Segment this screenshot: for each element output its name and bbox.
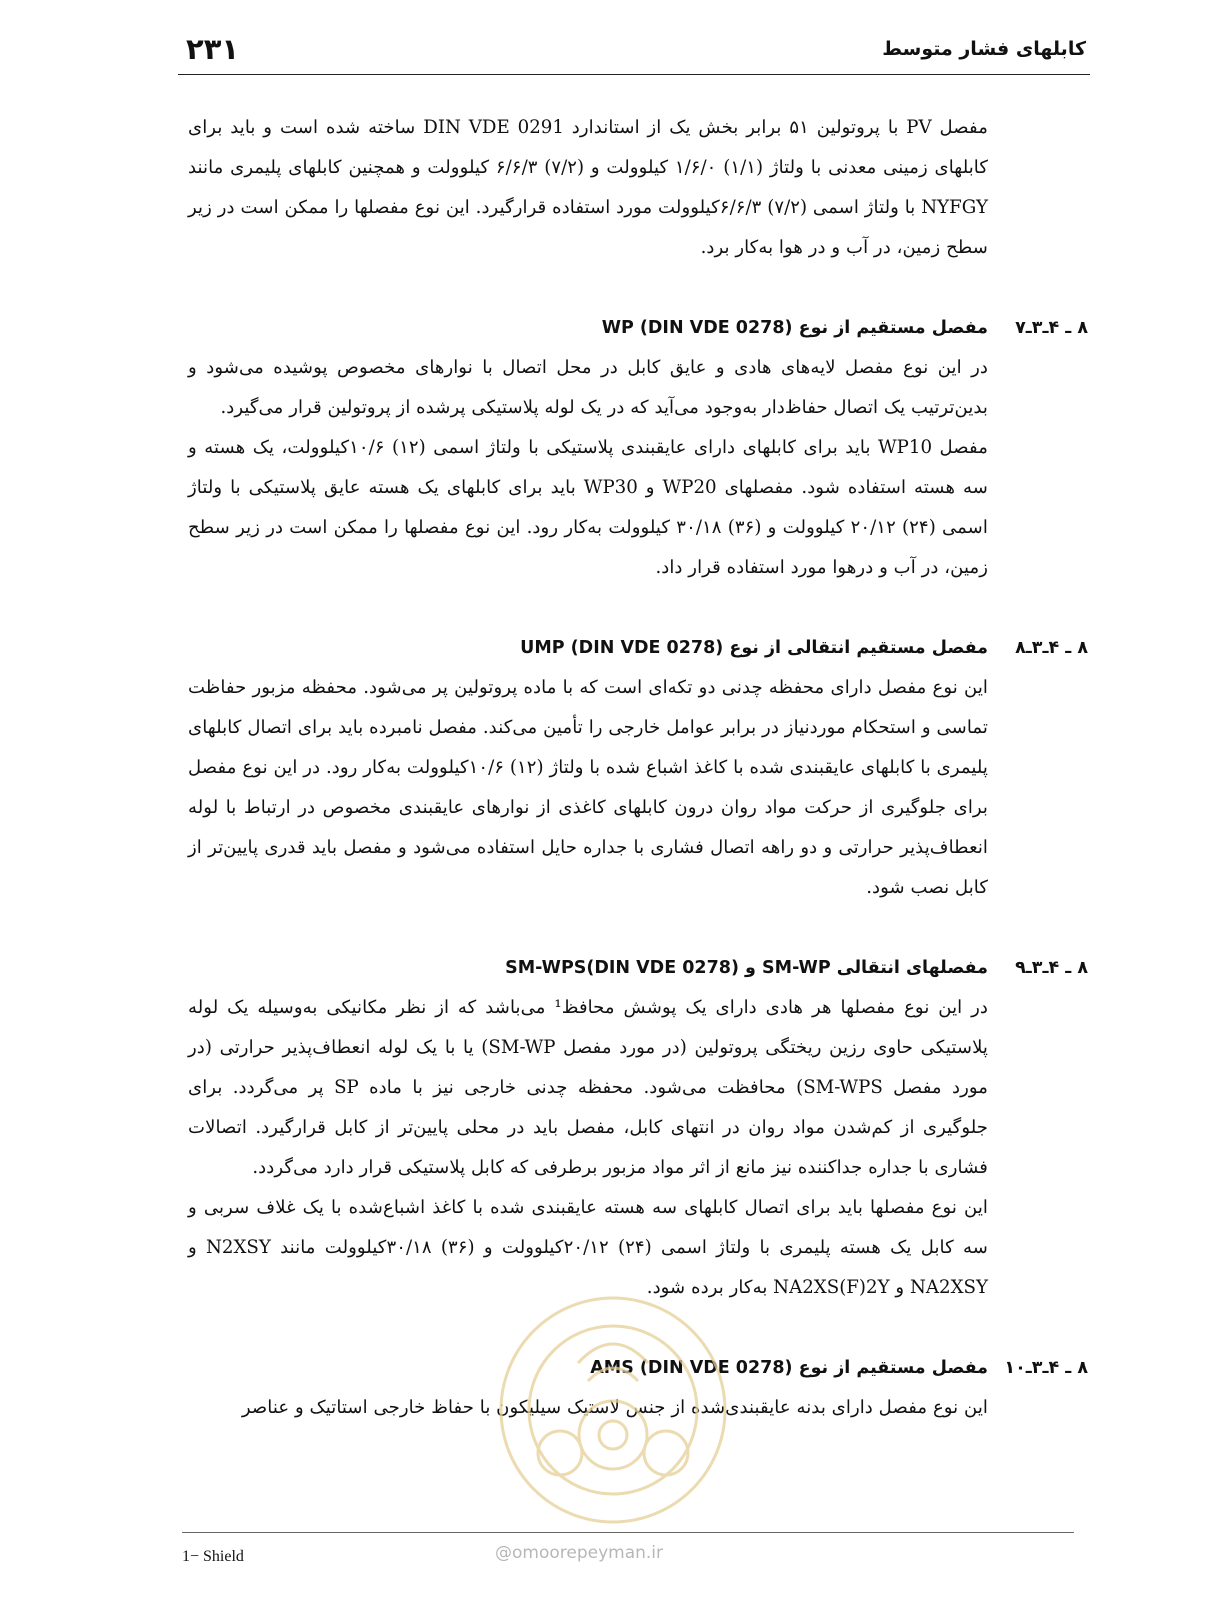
section-title: مفصلهای انتقالی SM-WP و SM-WPS(DIN VDE 0278) bbox=[505, 958, 988, 978]
paragraph-pv-joint: مفصل PV با پروتولین ۵۱ برابر بخش یک از استاندارد DIN VDE 0291 ساخته شده است و باید برای کابلهای زمینی معدنی با ولتاژ (۱/۱) ۱/۶/۰ کیلوولت و (۷/۲) ۶/۶/۳ کیلوولت و همچنین کابلهای پلیمری مانند NYFGY با ولتاژ اسمی (۷/۲) ۶/۶/۳کیلوولت مورد استفاده قرارگیرد. این نوع مفصلها را ممکن است در زیر سطح زمین، در آب و در هوا به‌کار برد. bbox=[188, 117, 988, 258]
section-title: مفصل مستقیم از نوع AMS (DIN VDE 0278) bbox=[590, 1358, 988, 1378]
section-heading-wp bbox=[188, 308, 1088, 348]
body-text bbox=[188, 108, 1088, 1428]
section-heading-sm-wp bbox=[188, 948, 1088, 988]
source-watermark-text: @omoorepeyman.ir bbox=[495, 1543, 664, 1563]
section-number: ۸ ـ ۴ـ۳ـ۱۰ bbox=[1004, 1358, 1088, 1378]
running-header bbox=[178, 30, 1090, 75]
section-number: ۸ ـ ۴ـ۳ـ۹ bbox=[1015, 958, 1088, 978]
paragraph-wp-description: در این نوع مفصل لایه‌های هادی و عایق کابل در محل اتصال با نوارهای مخصوص پوشیده می‌شود و بدین‌ترتیب یک اتصال حفاظ‌دار به‌وجود می‌آید که در یک لوله پلاستیکی پرشده از پروتولین قرار می‌گیرد. bbox=[188, 357, 988, 418]
footnote: 1− Shield bbox=[182, 1548, 244, 1565]
paragraph-sm-wp-usage: این نوع مفصلها باید برای اتصال کابلهای سه هسته عایقبندی شده با کاغذ اشباع‌شده با یک غلاف سربی و سه کابل یک هسته پلیمری با ولتاژ اسمی (۲۴) ۲۰/۱۲کیلوولت و (۳۶) ۳۰/۱۸کیلوولت مانند N2XSY و NA2XSY و NA2XS(F)2Y به‌کار برده شود. bbox=[188, 1197, 988, 1298]
footnote-rule bbox=[182, 1532, 1074, 1533]
section-heading-ump bbox=[188, 628, 1088, 668]
paragraph-ams: این نوع مفصل دارای بدنه عایقبندی‌شده از جنس لاستیک سیلیکون با حفاظ خارجی استاتیک و عناصر bbox=[241, 1397, 988, 1418]
paragraph-wp-usage: مفصل WP10 باید برای کابلهای دارای عایقبندی پلاستیکی با ولتاژ اسمی (۱۲) ۱۰/۶کیلوولت، یک هسته و سه هسته استفاده شود. مفصلهای WP20 و WP30 باید برای کابلهای یک هسته عایق پلاستیکی با ولتاژ اسمی (۲۴) ۲۰/۱۲ کیلوولت و (۳۶) ۳۰/۱۸ کیلوولت به‌کار رود. این نوع مفصلها را ممکن است در زیر سطح زمین، در آب و درهوا مورد استفاده قرار داد. bbox=[188, 437, 988, 578]
section-number: ۸ ـ ۴ـ۳ـ۷ bbox=[1015, 318, 1088, 338]
section-heading-ams bbox=[188, 1348, 1088, 1388]
section-number: ۸ ـ ۴ـ۳ـ۸ bbox=[1015, 638, 1088, 658]
paragraph-sm-wp-description: در این نوع مفصلها هر هادی دارای یک پوشش محافظ¹ می‌باشد که از نظر مکانیکی به‌وسیله یک لوله پلاستیکی حاوی رزین ریختگی پروتولین (در مورد مفصل SM-WP) یا با یک لوله انعطاف‌پذیر حرارتی (در مورد مفصل SM-WPS) محافظت می‌شود. محفظه چدنی خارجی نیز با ماده SP پر می‌گردد. برای جلوگیری از کم‌شدن مواد روان در انتهای کابل، مفصل باید در محلی پایین‌تر از کابل قرارگیرد. اتصالات فشاری با جداره جداکننده نیز مانع از اثر مواد مزبور برطرفی که کابل پلاستیکی قرار دارد می‌گردد. bbox=[188, 997, 988, 1178]
section-title: مفصل مستقیم انتقالی از نوع UMP (DIN VDE 0278) bbox=[520, 638, 988, 658]
chapter-title: کابلهای فشار متوسط bbox=[882, 38, 1086, 60]
section-title: مفصل مستقیم از نوع WP (DIN VDE 0278) bbox=[601, 318, 988, 338]
paragraph-ump: این نوع مفصل دارای محفظه چدنی دو تکه‌ای است که با ماده پروتولین پر می‌شود. محفظه مزبور حفاظت تماسی و استحکام موردنیاز در برابر عوامل خارجی را تأمین می‌کند. مفصل نامبرده باید برای اتصال کابلهای پلیمری با کابلهای عایقبندی شده با کاغذ اشباع شده با ولتاژ (۱۲) ۱۰/۶کیلوولت به‌کار رود. در این نوع مفصل برای جلوگیری از حرکت مواد روان درون کابلهای کاغذی از نوارهای عایقبندی مخصوص در ارتباط با لوله انعطاف‌پذیر حرارتی و دو راهه اتصال فشاری با جداره حایل استفاده می‌شود و مفصل باید قدری پایین‌تر از کابل نصب شود. bbox=[188, 677, 988, 898]
page-number: ۲۳۱ bbox=[186, 32, 240, 66]
